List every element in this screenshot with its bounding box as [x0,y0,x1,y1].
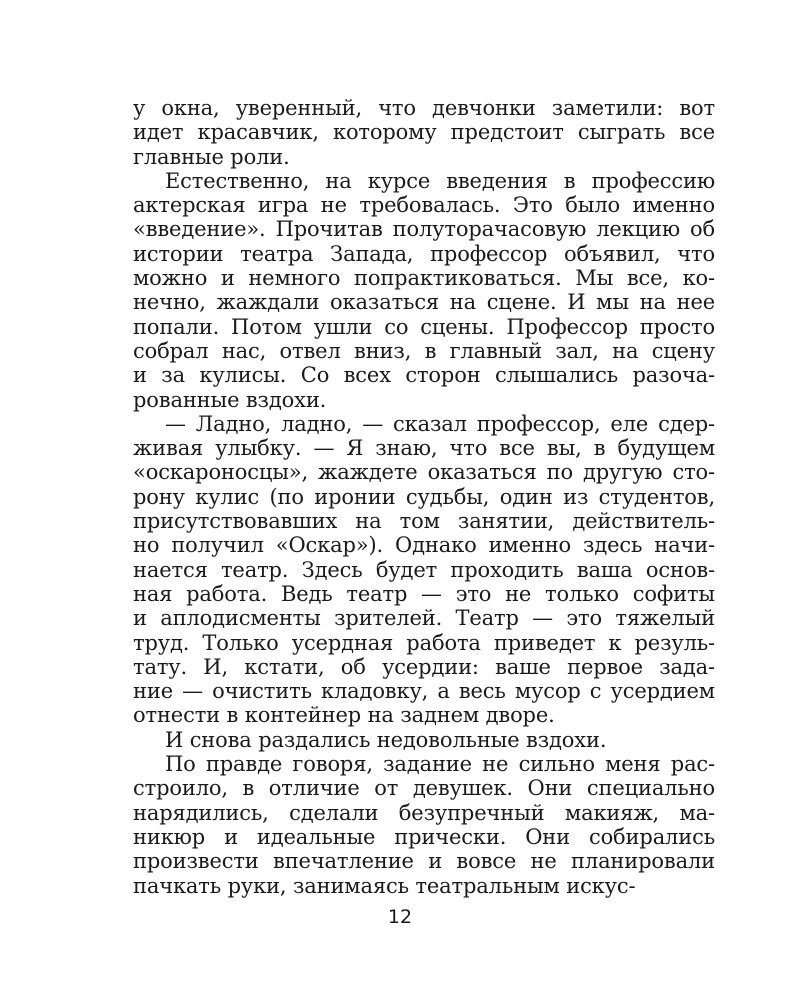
text-line: И снова раздались недовольные вздохи. [165,727,607,752]
paragraph [133,412,715,728]
text-line: труд. Только усердная работа приведет к резуль- [133,630,715,655]
text-line: живая улыбку. — Я знаю, что все вы, в будущем [133,436,715,461]
text-line: тату. И, кстати, об усердии: ваше первое зада- [133,654,715,679]
text-line: рованные вздохи. [133,387,327,412]
text-line: — Ладно, ладно, — сказал профессор, еле сдер- [165,411,715,436]
text-line: нечно, жаждали оказаться на сцене. И мы на нее [133,290,715,315]
paragraph [133,728,715,752]
text-line: отнести в контейнер на заднем дворе. [133,703,555,728]
text-line: Естественно, на курсе введения в профессию [165,168,715,193]
text-line: можно и немного попрактиковаться. Мы все, ко- [133,266,715,291]
paragraph [133,96,715,169]
text-line: ная работа. Ведь театр — это не только софиты [133,581,715,606]
text-line: попали. Потом ушли со сцены. Профессор просто [133,314,715,339]
text-line: ние — очистить кладовку, а весь мусор с усердием [133,679,715,704]
text-line: но получил «Оскар»). Однако именно здесь начи- [133,533,715,558]
text-line: «оскароносцы», жаждете оказаться по другую сто- [133,460,715,485]
text-line: строило, в отличие от девушек. Они специально [133,776,715,801]
text-line: никюр и идеальные прически. Они собирались [133,824,715,849]
text-line: «введение». Прочитав полуторачасовую лекцию об [133,217,715,242]
text-line: произвести впечатление и вовсе не планировали [133,849,715,874]
text-line: у окна, уверенный, что девчонки заметили: вот [133,96,715,120]
text-line: По правде говоря, задание не сильно меня рас- [165,752,715,777]
text-line: актерская игра не требовалась. Это было именно [133,193,715,218]
page-body [133,96,715,898]
paragraph [133,752,715,898]
text-line: собрал нас, отвел вниз, в главный зал, на сцену [133,338,715,363]
text-line: идет красавчик, которому предстоит сыграть все [133,120,715,145]
text-line: нается театр. Здесь будет проходить ваша основ- [133,557,715,582]
text-line: присутствовавших на том занятии, действитель- [133,509,715,534]
text-line: пачкать руки, занимаясь театральным искус- [133,873,636,898]
text-line: рону кулис (по иронии судьбы, один из студентов, [133,484,715,509]
text-line: и за кулисы. Со всех сторон слышались разоча- [133,363,715,388]
text-line: нарядились, сделали безупречный макияж, ма- [133,800,715,825]
text-line: и аплодисменты зрителей. Театр — это тяжелый [133,606,715,631]
paragraph [133,169,715,412]
page-number: 12 [387,906,413,928]
text-line: главные роли. [133,144,290,169]
text-line: истории театра Запада, профессор объявил, что [133,241,715,266]
